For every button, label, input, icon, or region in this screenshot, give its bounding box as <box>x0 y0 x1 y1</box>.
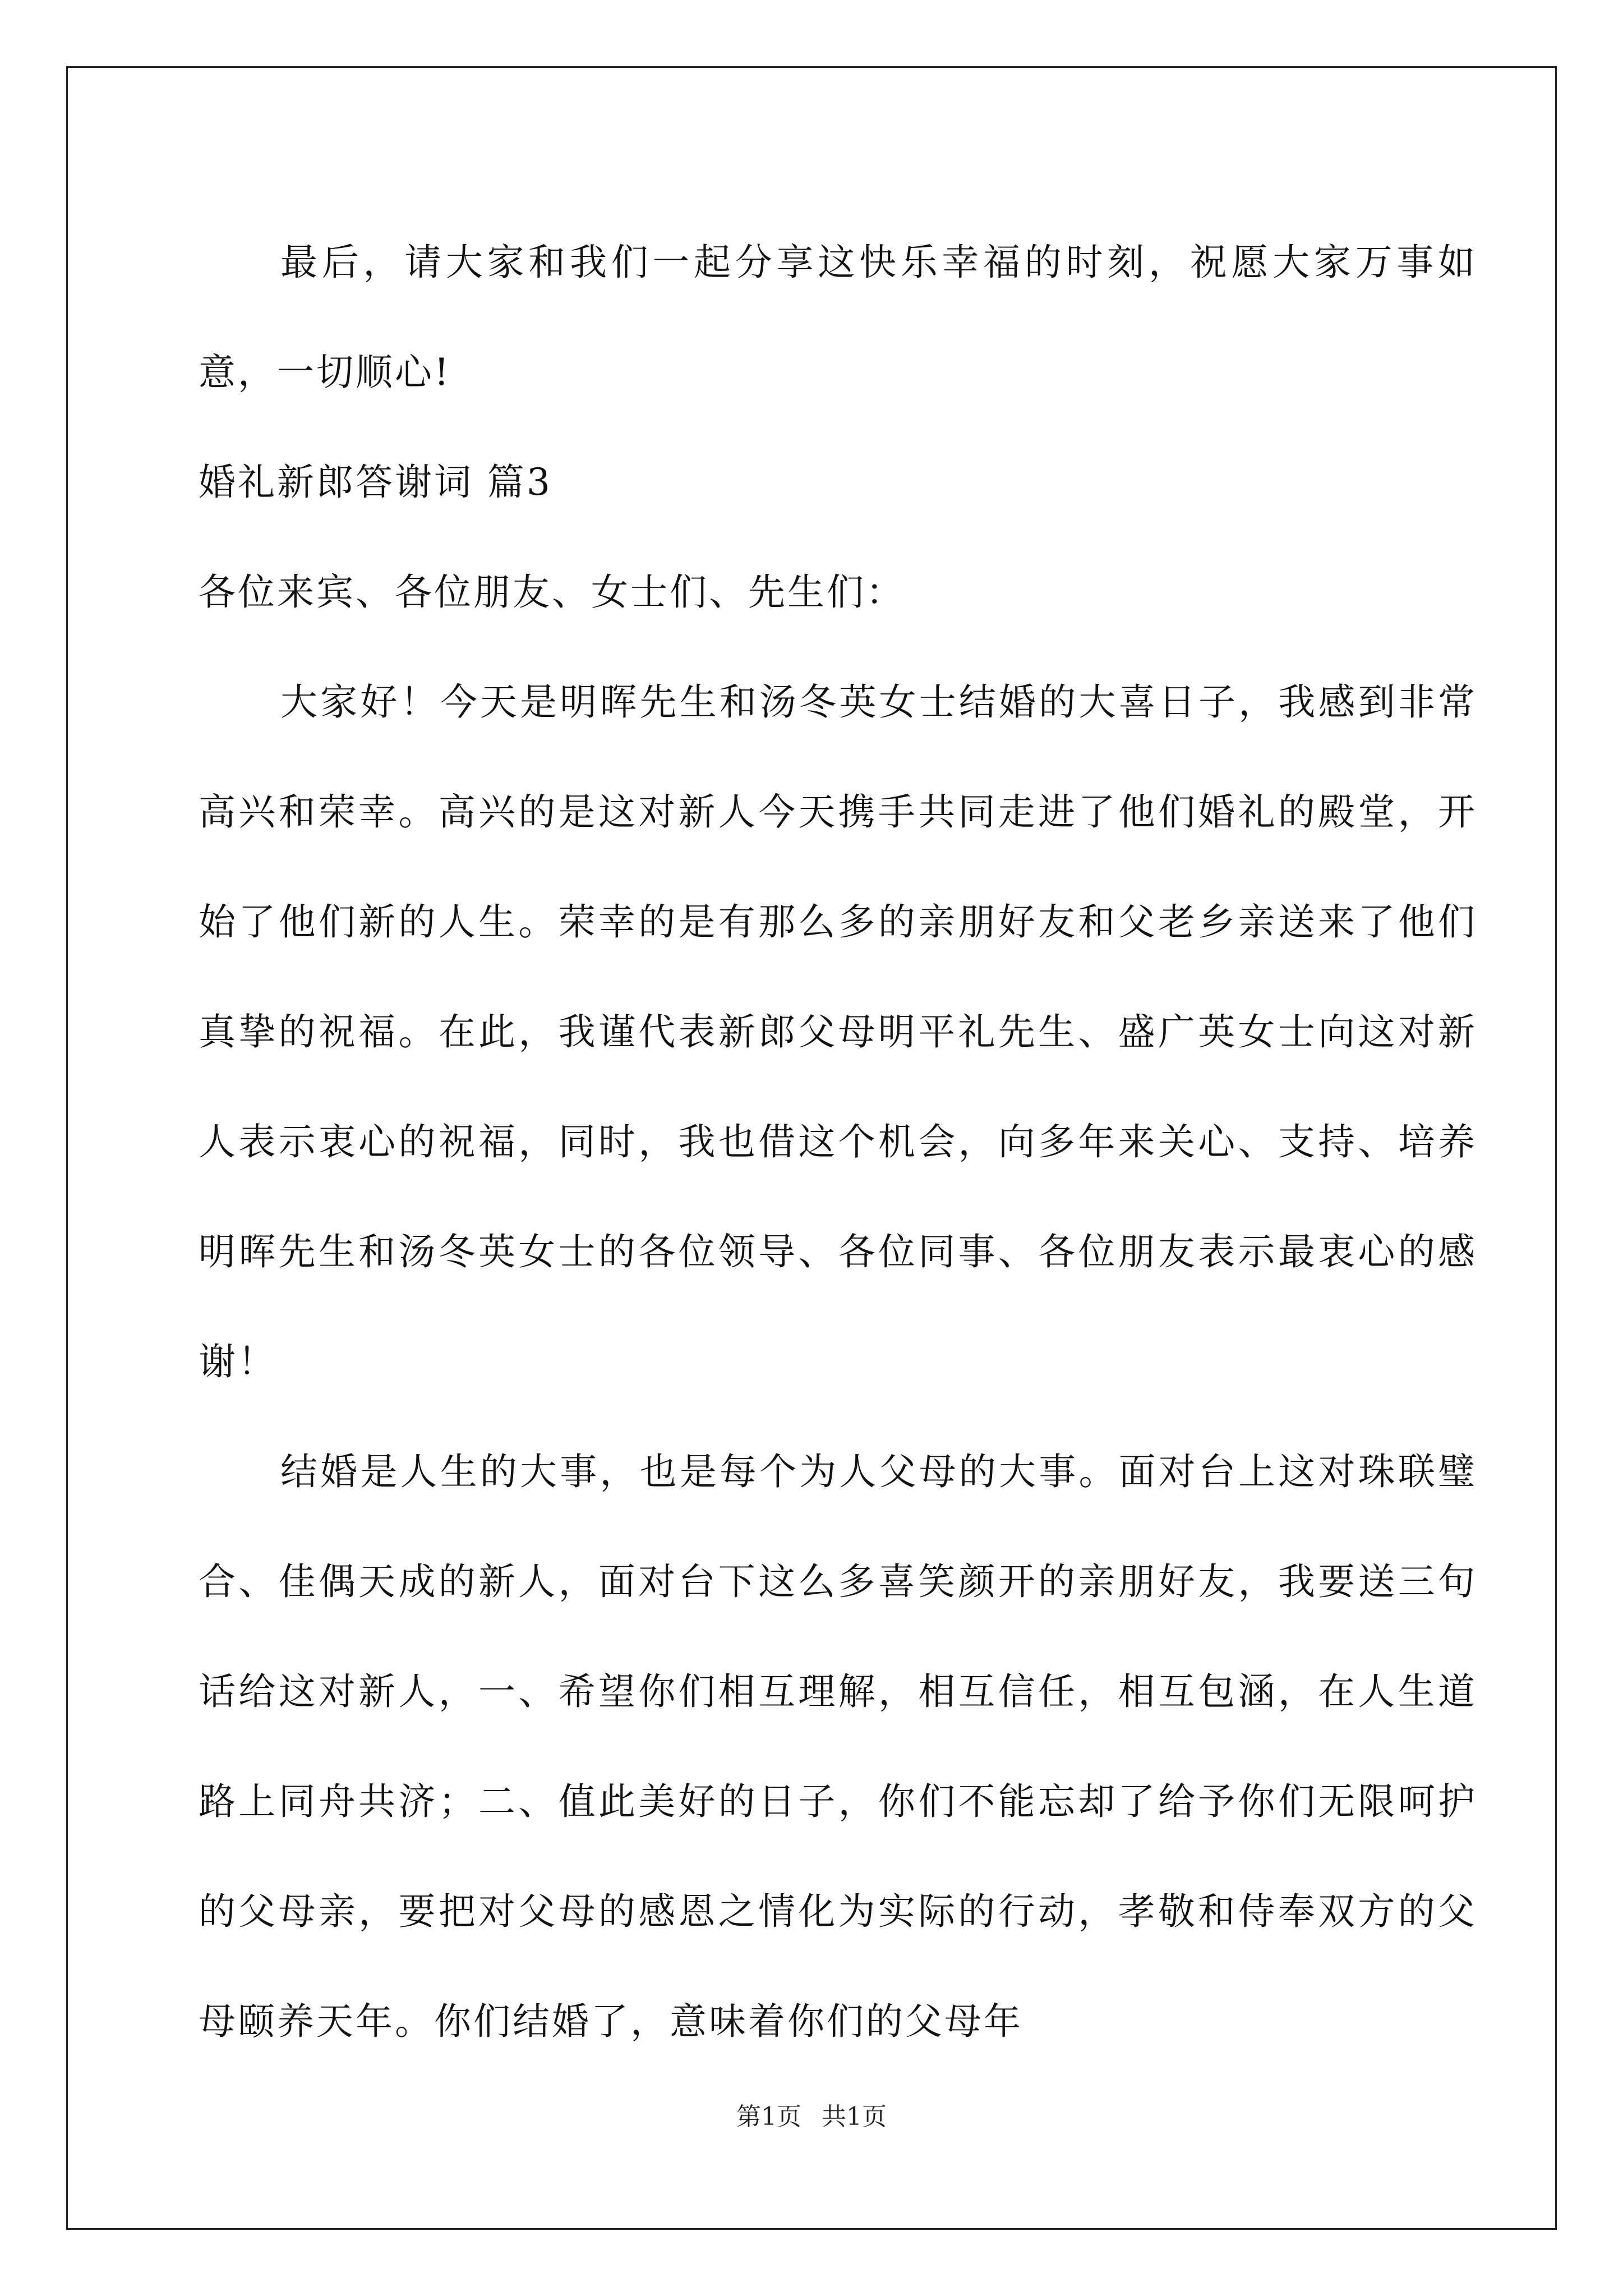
body-paragraph-advice: 结婚是人生的大事，也是每个为人父母的大事。面对台上这对珠联璧合、佳偶天成的新人，面对台下这么多喜笑颜开的亲朋好友，我要送三句话给这对新人，一、希望你们相互理解，相互信任，相互包涵，在人生道路上同舟共济；二、值此美好的日子，你们不能忘却了给予你们无限呵护的父母亲，要把对父母的感恩之情化为实际的行动，孝敬和侍奉双方的父母颐养天年。你们结婚了，意味着你们的父母年 <box>199 1450 1477 2043</box>
page-total: 共1页 <box>822 2102 887 2131</box>
document-body <box>199 208 1477 2077</box>
page-footer <box>0 2100 1623 2134</box>
body-paragraph-greeting: 大家好！今天是明晖先生和汤冬英女士结婚的大喜日子，我感到非常高兴和荣幸。高兴的是这对新人今天携手共同走进了他们婚礼的殿堂，开始了他们新的人生。荣幸的是有那么多的亲朋好友和父老乡亲送来了他们真挚的祝福。在此，我谨代表新郎父母明平礼先生、盛广英女士向这对新人表示衷心的祝福，同时，我也借这个机会，向多年来关心、支持、培养明晖先生和汤冬英女士的各位领导、各位同事、各位朋友表示最衷心的感谢！ <box>199 680 1477 1383</box>
salutation: 各位来宾、各位朋友、女士们、先生们： <box>199 570 905 614</box>
closing-paragraph: 最后，请大家和我们一起分享这快乐幸福的时刻，祝愿大家万事如意，一切顺心! <box>199 241 1477 394</box>
section-heading: 婚礼新郎答谢词 篇3 <box>199 461 552 504</box>
page-number: 第1页 <box>736 2102 801 2131</box>
